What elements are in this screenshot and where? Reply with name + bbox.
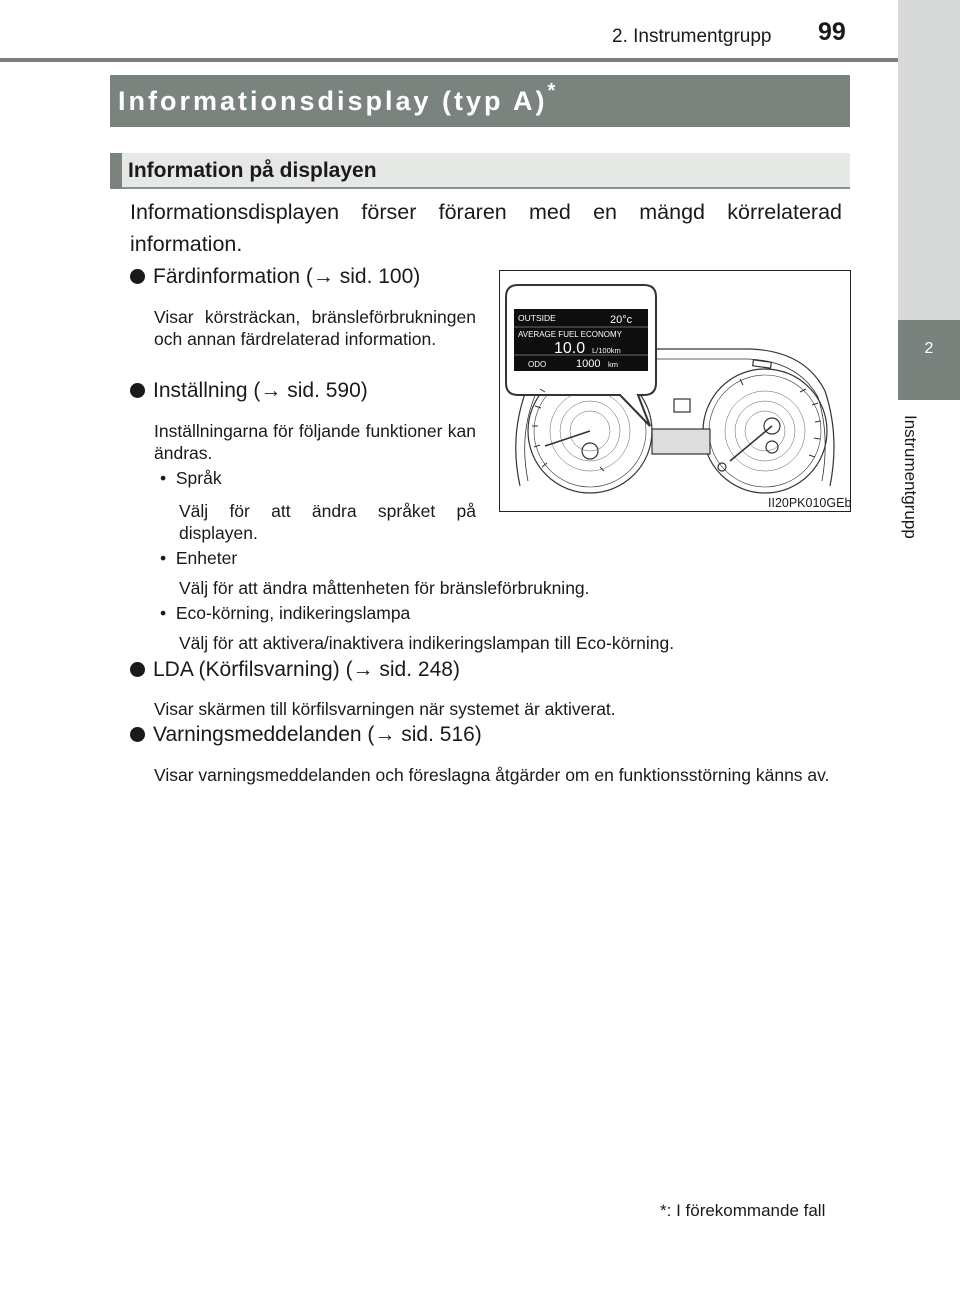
display-economy-unit: L/100km [592,346,621,355]
display-economy-label: AVERAGE FUEL ECONOMY [518,330,623,339]
running-header-section: 2. Instrumentgrupp [612,26,772,47]
list-item-warning-messages [130,723,482,747]
list-item-description: Inställningarna för följande funktioner kan ändras. [154,421,476,463]
settings-subitem-name: Enheter [175,548,238,568]
list-item-label: Inställning (→ sid. 590) [153,379,368,402]
settings-subitem-description: Välj för att ändra måttenheten för bränsleförbrukning. [179,578,590,598]
instrument-cluster-figure [499,270,851,512]
title-footnote-marker: * [547,80,559,102]
display-odo-label: ODO [528,360,547,369]
list-item-label: Färdinformation (→ sid. 100) [153,265,421,288]
list-item-description: Visar skärmen till körfilsvarningen när systemet är aktiverat. [154,699,616,719]
settings-subitem-description: Välj för att ändra språket på displayen. [179,501,476,543]
instrument-cluster-illustration [500,271,850,511]
list-item-description: Visar varningsmeddelanden och föreslagna åtgärder om en funktionsstörning känns av. [154,765,830,785]
settings-subitem-description: Välj för att aktivera/inaktivera indikeringslampan till Eco-körning. [179,633,675,653]
list-item-lda [130,658,460,682]
side-tab-number: 2 [924,340,934,357]
header-rule [0,58,960,62]
footnote-marker: * [660,1201,667,1220]
list-item-settings [130,379,368,403]
list-item-description: Visar körsträckan, bränsleförbrukningen och annan färdrelaterad information. [154,307,476,349]
bullet-icon [130,727,145,742]
display-odo-unit: km [608,360,618,369]
settings-subitem: • Eco-körning, indikeringslampa [160,603,411,623]
page-number: 99 [818,18,846,46]
display-outside-value: 20°c [610,314,633,326]
settings-subitem-name: Språk [175,468,222,488]
bullet-icon [130,269,145,284]
display-outside-label: OUTSIDE [518,313,556,323]
footnote [660,1201,825,1221]
figure-code: II20PK010GEb [768,496,852,510]
list-item-label: LDA (Körfilsvarning) (→ sid. 248) [153,658,460,681]
settings-subitem: • Enheter [160,548,238,568]
footnote-text: : I förekommande fall [666,1201,826,1220]
bullet-icon [130,662,145,677]
list-item-trip-information [130,265,420,289]
side-tab-label-text: Instrumentgrupp [901,415,920,539]
display-economy-value: 10.0 [554,340,586,357]
side-tab-chapter-box [898,320,960,400]
page-title-text: Informationsdisplay (typ A) [118,86,548,116]
display-odo-value: 1000 [576,358,601,370]
subheading: Information på displayen [128,159,377,182]
subheading-accent [110,153,122,189]
intro-paragraph: Informationsdisplayen förser föraren med en mängd körrelaterad information. [130,200,842,256]
bullet-icon [130,383,145,398]
settings-subitem: • Språk [160,468,222,488]
page-title [118,80,559,117]
settings-subitem-name: Eco-körning, indikeringslampa [175,603,411,623]
side-tab-strip [898,0,960,320]
list-item-label: Varningsmeddelanden (→ sid. 516) [153,723,482,746]
side-tab-label [890,415,930,655]
